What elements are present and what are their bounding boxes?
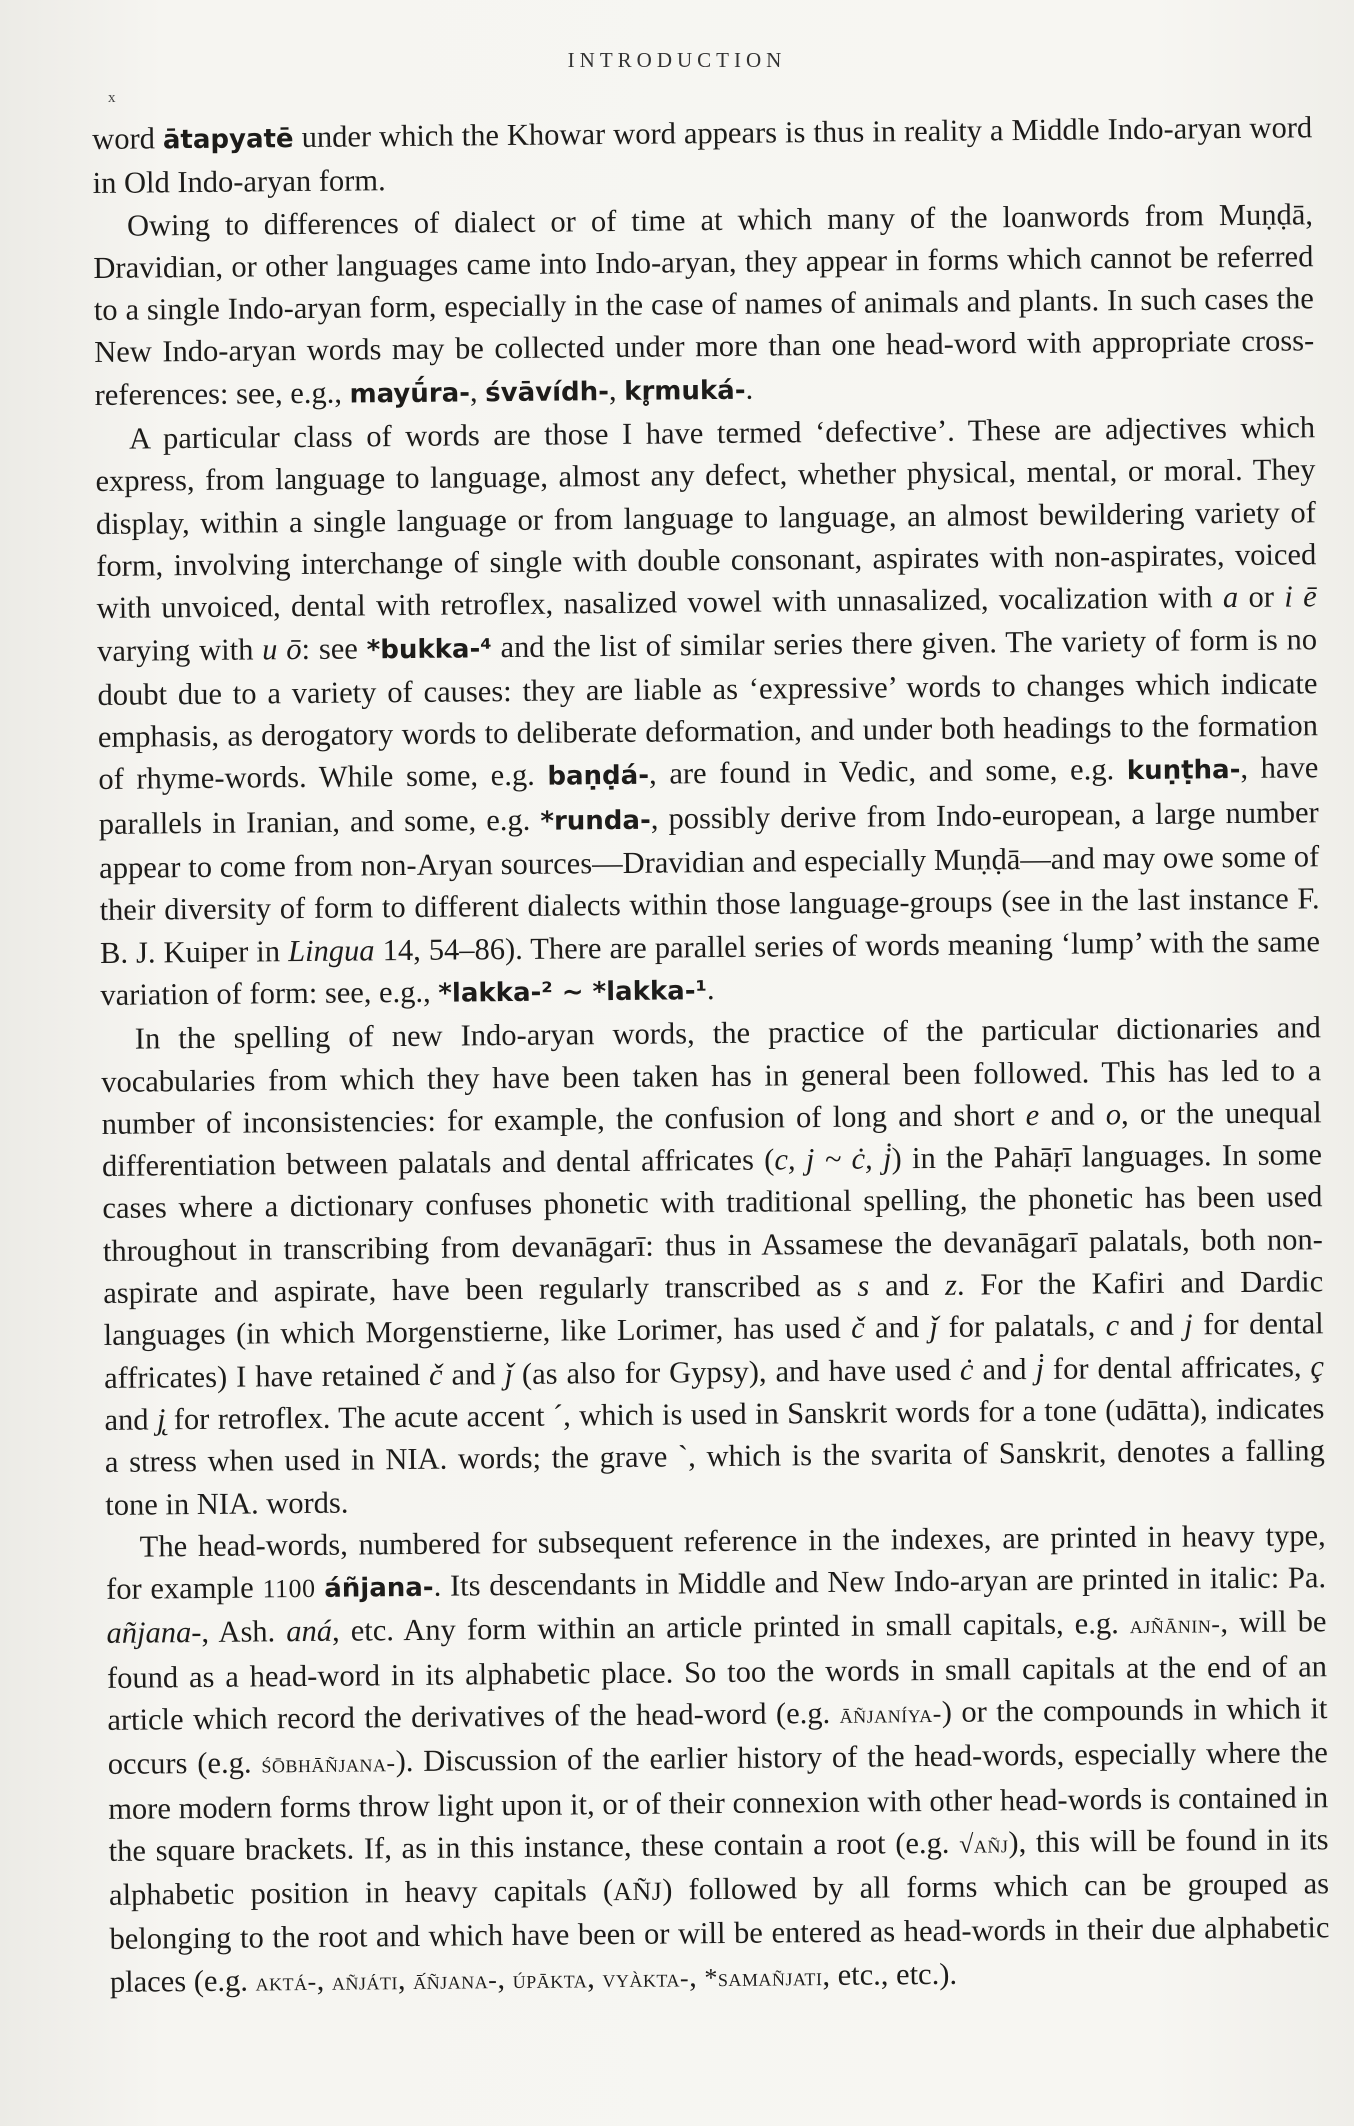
text-run: , or the unequal differentiation between palatals and dental affricates ( <box>101 1095 1322 1184</box>
head-word: kuṇṭha- <box>1126 755 1241 787</box>
text-run: or <box>1237 579 1285 615</box>
text-run: , Ash. <box>201 1614 287 1650</box>
text-run: , etc. Any form within an article printed in small capitals, e.g. <box>331 1606 1130 1649</box>
paragraph-p2 <box>93 193 1315 418</box>
italic-form: z <box>944 1267 958 1302</box>
italic-form: c, j ~ ċ, j̇ <box>774 1141 892 1177</box>
italic-form: i ē <box>1284 579 1317 614</box>
text-run: word <box>92 121 164 156</box>
head-word: mayū́ra- <box>349 378 471 410</box>
text-run: varying with <box>96 631 263 668</box>
text-run: for dental affricates, <box>1043 1348 1311 1386</box>
text-run: In the spelling of new Indo-aryan words, the practice of the particular dictionaries and vocabularies from which they have been taken has in general been followed. This has led to a number of inconsistencies: for example, the confusion of long and short <box>101 1010 1322 1141</box>
text-run: , possibly derive from Indo-european, a large number appear to come from non-Aryan sources—Dravidian and especially Muṇḍā—and may owe some of their diversity of form to different dialects within those language-groups (see in the last instance F. B. J. Kuiper in <box>99 795 1320 970</box>
head-word: baṇḍá- <box>547 761 650 793</box>
italic-form: ǰ <box>504 1356 514 1391</box>
paragraph-p1 <box>92 106 1313 204</box>
text-run: under which the Khowar word appears is thus in reality a Middle Indo-aryan word in Old Indo-aryan form. <box>92 110 1313 201</box>
head-word: kr̥muká- <box>624 375 746 407</box>
text-run: and <box>442 1356 505 1392</box>
head-word: *lakka-² ~ *lakka-¹ <box>438 976 708 1009</box>
italic-form: Lingua <box>287 932 375 968</box>
small-caps-form: ajñānin- <box>1129 1609 1221 1640</box>
italic-form: e <box>1025 1097 1040 1132</box>
text-run: for palatals, <box>937 1308 1106 1345</box>
text-run: and <box>1039 1097 1106 1132</box>
text-run: . <box>706 972 715 1007</box>
page-number: x <box>108 90 116 106</box>
small-caps-form: *samañjati <box>704 1961 823 1992</box>
text-run: , etc., etc.). <box>822 1956 958 1992</box>
text-run: for retroflex. The acute accent ´, which is used in Sanskrit words for a tone (udātta), indicates a stress when used in NIA. words; the grave `, which is the svarita of Sanskrit, denotes a falling tone in NIA. words. <box>104 1391 1326 1522</box>
text-run: 14, 54–86). There are parallel series of words meaning ‘lump’ with the same variation of form: see, e.g., <box>100 923 1321 1012</box>
head-word: śvāvídh- <box>485 376 610 409</box>
head-word: *runda- <box>540 805 651 837</box>
text-run: (as also for Gypsy), and have used <box>512 1352 961 1391</box>
text-run: and the list of similar series there given. The variety of form is no doubt due to a variety of causes: they are liable as ‘expressive’ words to changes which indicate emphasis, as derogatory words to deliberate deformation, and under both headings to the formation of rhyme-words. While some, e.g. <box>97 621 1319 797</box>
italic-form: o <box>1105 1096 1122 1132</box>
paragraph-p5 <box>106 1514 1331 2005</box>
text-run: A particular class of words are those I have termed ‘defective’. These are adjectives which express, from language to language, almost any defect, whether physical, mental, or moral. They display, within a single language or from language to language, an almost bewildering variety of form, involving interchange of single with double consonant, aspirates with non-aspirates, voiced with unvoiced, dental with retroflex, nasalized vowel with unnasalized, vocalization with <box>95 410 1317 626</box>
italic-form: č <box>428 1357 443 1392</box>
small-caps-form: úpākta <box>512 1964 588 1994</box>
text-run: : see <box>301 630 367 666</box>
text-run: ) followed by all forms which can be grouped as belonging to the root and which have been or will be entered as head-words in their due alphabetic places (e.g. <box>109 1866 1330 1999</box>
small-caps-form: AÑJ <box>612 1876 663 1907</box>
italic-form: ç <box>1310 1348 1325 1383</box>
text-run: The head-words, numbered for subsequent reference in the indexes, are printed in heavy type, for example <box>105 1518 1326 1607</box>
head-word: *bukka-⁴ <box>366 633 492 665</box>
text-run: . For the Kafiri and Dardic languages (in which Morgenstierne, like Lorimer, has used <box>103 1264 1324 1353</box>
running-head: INTRODUCTION <box>567 48 787 72</box>
italic-form: a <box>1222 580 1239 615</box>
small-caps-form: ā́ñjana- <box>413 1964 498 1995</box>
text-run: and <box>1119 1307 1185 1343</box>
text-run: , are found in Vedic, and some, e.g. <box>648 752 1127 792</box>
italic-form: č <box>850 1310 865 1346</box>
text-run: and <box>973 1351 1036 1387</box>
small-caps-form: 1100 <box>262 1574 316 1604</box>
paragraph-p3 <box>95 406 1321 1018</box>
italic-form: c <box>1105 1308 1120 1343</box>
italic-form: ǰ <box>929 1310 939 1345</box>
italic-form: s <box>857 1268 870 1303</box>
text-run: , <box>608 372 625 407</box>
text-run: ) or the compounds in which it occurs (e.g. <box>107 1691 1328 1782</box>
italic-form: ċ <box>959 1352 974 1387</box>
text-run: , <box>497 1960 513 1995</box>
text-run: and <box>104 1402 158 1437</box>
text-run: , <box>316 1962 333 1997</box>
text-run: Owing to differences of dialect or of time at which many of the loanwords from Muṇḍā, Dravidian, or other languages came into Indo-aryan, they appear in forms which cannot be referred to a single Indo-aryan form, especially in the case of names of animals and plants. In such cases the New Indo-aryan words may be collected under more than one head-word with appropriate cross-references: see, e.g., <box>93 196 1315 412</box>
italic-form: j <box>1184 1307 1193 1342</box>
italic-form: aná <box>286 1614 333 1649</box>
small-caps-form: vyàkta- <box>602 1963 690 1993</box>
text-run: . Its descendants in Middle and New Indo-aryan are printed in italic: Pa. <box>433 1560 1327 1603</box>
text-run: , <box>587 1959 603 1995</box>
text-run: ), this will be found in its alphabetic position in heavy capitals ( <box>108 1822 1329 1913</box>
text-run: and <box>869 1267 946 1303</box>
text-run: ). Discussion of the earlier history of the head-words, especially where the more modern forms throw light upon it, or of their connexion with other head-words is contained in the square brackets. If, as in this instance, these contain a root (e.g. <box>108 1735 1329 1868</box>
small-caps-form: śōbhāñjana- <box>261 1748 396 1779</box>
italic-form: añjana- <box>106 1615 202 1651</box>
small-caps-form: √añj <box>959 1829 1009 1859</box>
text-run: , <box>688 1958 705 1994</box>
text-run: , <box>469 374 486 409</box>
small-caps-form: āñjaníya- <box>839 1698 942 1729</box>
text-run: , have parallels in Iranian, and some, e.g. <box>98 750 1319 841</box>
text-run: . <box>745 371 754 406</box>
body-text <box>92 106 1330 2005</box>
small-caps-form: añjáti <box>331 1965 399 1996</box>
italic-form: j̇ <box>1035 1351 1045 1386</box>
text-run: and <box>864 1310 930 1345</box>
text-run: for dental affricates) I have retained <box>103 1306 1324 1395</box>
small-caps-form: aktá- <box>255 1966 317 1997</box>
italic-form: j̨ <box>156 1402 166 1437</box>
paragraph-p4 <box>101 1006 1326 1525</box>
italic-form: u ō <box>262 631 302 666</box>
text-run: ) in the Pahāṛī languages. In some cases where a dictionary confuses phonetic with traditional spelling, the phonetic has been used throughout in transcribing from devanāgarī: thus in Assamese the devanāgarī palatals, both non-aspirate and aspirate, have been regularly transcribed as <box>102 1137 1323 1310</box>
head-word: áñjana- <box>324 1572 434 1604</box>
text-run: , will be found as a head-word in its alphabetic place. So too the words in small capitals at the end of an article which record the derivatives of the head-word (e.g. <box>106 1604 1328 1737</box>
head-word: ātapyatē <box>162 124 294 156</box>
text-run: , <box>397 1961 414 1996</box>
